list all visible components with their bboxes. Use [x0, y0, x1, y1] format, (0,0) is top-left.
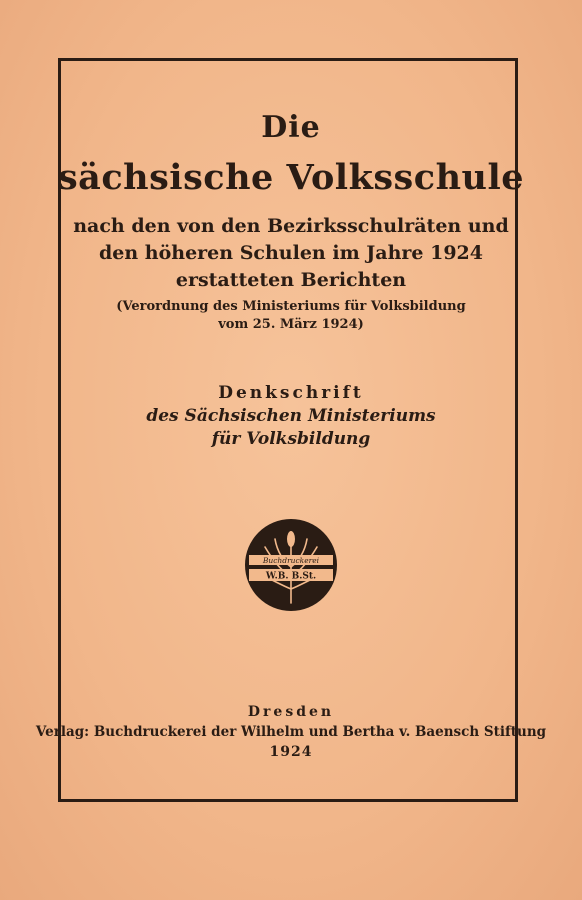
printer-logo-icon [243, 517, 339, 613]
memo-line-2: des Sächsischen Ministeriums [146, 406, 436, 426]
memo-line-3: für Volksbildung [211, 429, 371, 449]
publication-city: Dresden [247, 704, 335, 720]
title-main: sächsische Volksschule [57, 157, 525, 198]
logo-text-bottom: W.B. B.St. [265, 571, 317, 582]
note-line-1: (Verordnung des Ministeriums für Volksbildung [116, 299, 466, 314]
subtitle [0, 213, 582, 294]
publisher-line: Verlag: Buchdruckerei der Wilhelm und Bertha v. Baensch Stiftung [35, 724, 547, 740]
logo-text-top: Buchdruckerei [262, 556, 320, 565]
subtitle-line-3: erstatteten Berichten [175, 269, 407, 291]
title-article: Die [261, 110, 321, 145]
subtitle-line-1: nach den von den Bezirksschulräten und [73, 215, 509, 237]
subtitle-line-2: den höheren Schulen im Jahre 1924 [98, 242, 484, 264]
ordinance-note [0, 298, 582, 334]
memorandum [0, 382, 582, 451]
publication-year: 1924 [269, 744, 313, 760]
memo-line-1: Denkschrift [218, 383, 364, 403]
note-line-2: vom 25. März 1924) [218, 317, 364, 332]
